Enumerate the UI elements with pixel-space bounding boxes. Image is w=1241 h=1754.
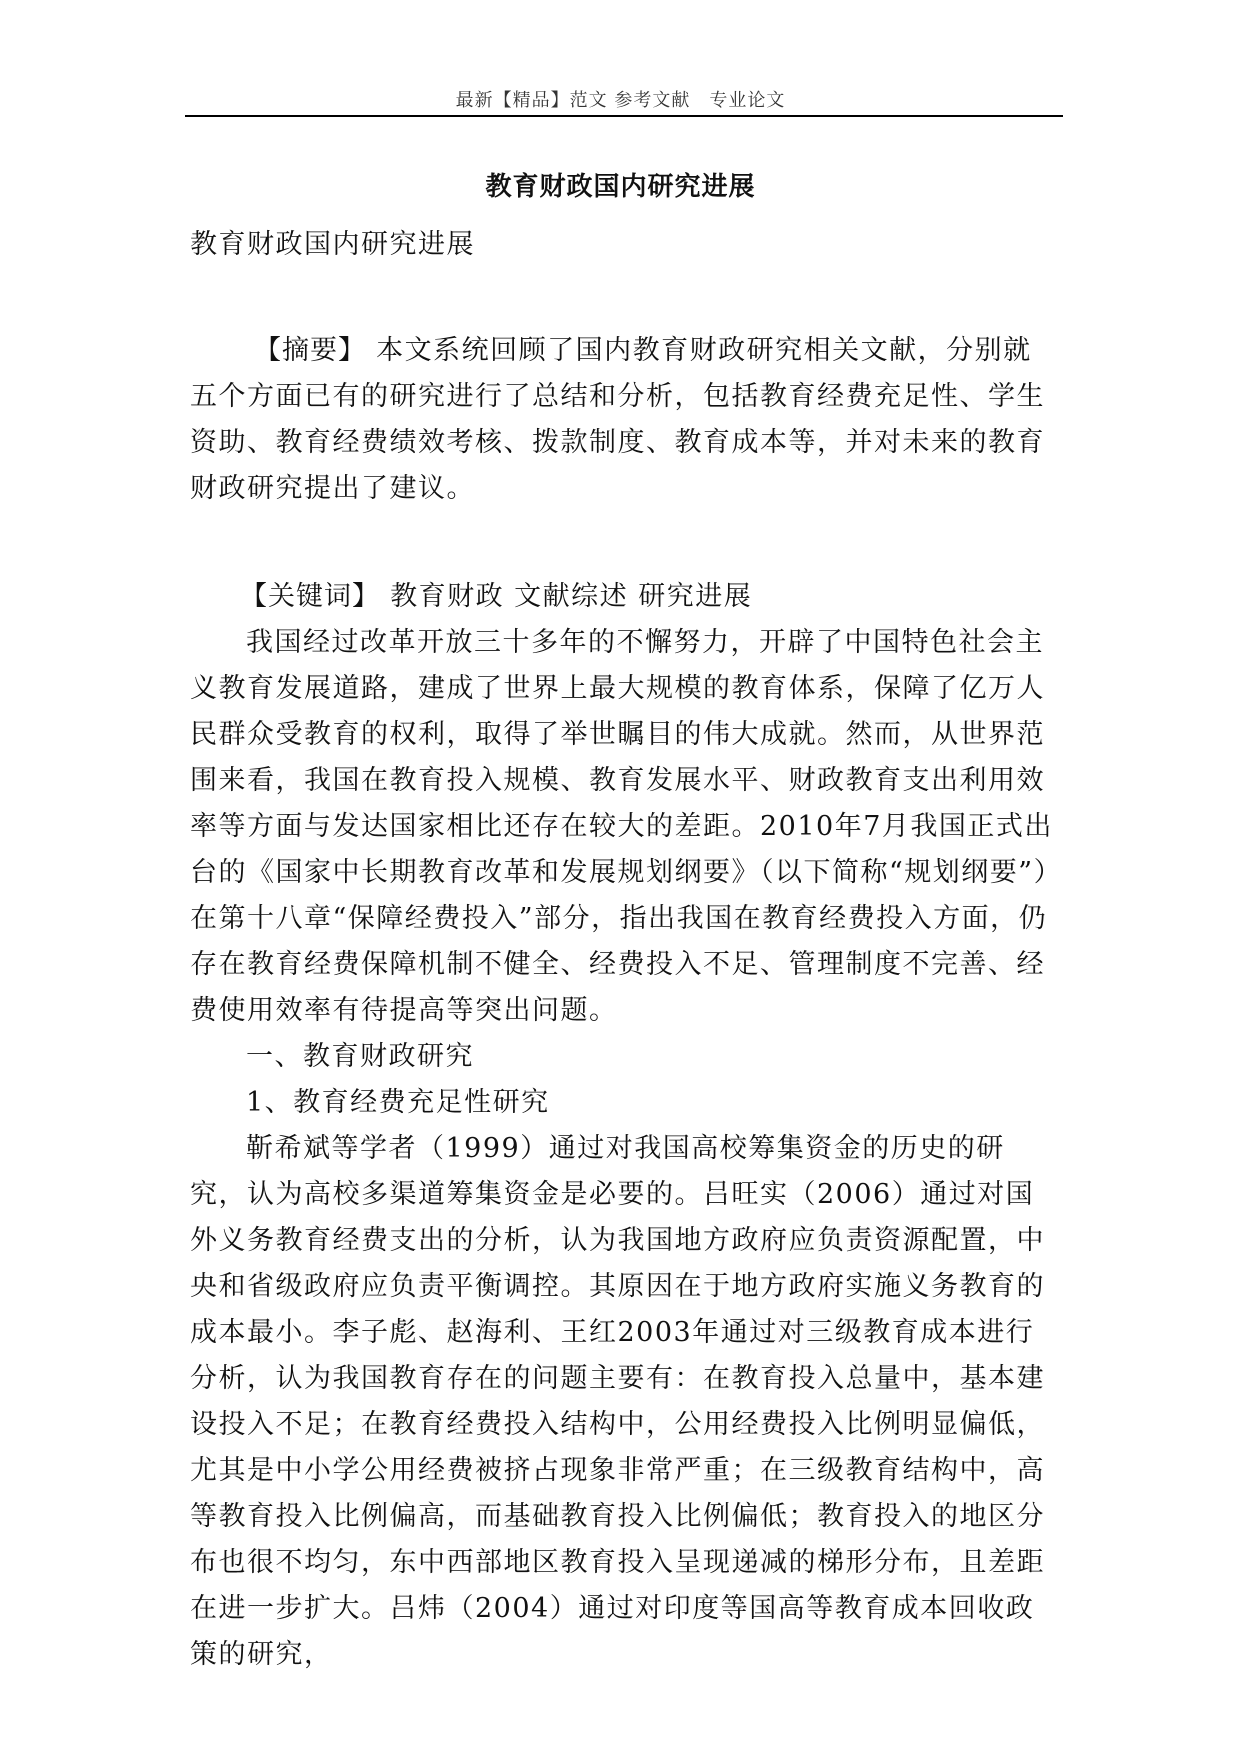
- running-header: 最新【精品】范文 参考文献 专业论文: [455, 90, 786, 111]
- document-subtitle: 教育财政国内研究进展: [190, 229, 475, 260]
- keywords-label: 【关键词】: [240, 581, 380, 612]
- header-rule: [185, 115, 1063, 117]
- abstract-paragraph: [190, 328, 1060, 512]
- abstract-label: 【摘要】: [254, 335, 366, 366]
- intro-paragraph: 我国经过改革开放三十多年的不懈努力，开辟了中国特色社会主义教育发展道路，建成了世界上最大规模的教育体系，保障了亿万人民群众受教育的权利，取得了举世瞩目的伟大成就。然而，从世界范围来看，我国在教育投入规模、教育发展水平、财政教育支出利用效率等方面与发达国家相比还存在较大的差距。2010年7月我国正式出台的《国家中长期教育改革和发展规划纲要》（以下简称“规划纲要”）在第十八章“保障经费投入”部分，指出我国在教育经费投入方面，仍存在教育经费保障机制不健全、经费投入不足、管理制度不完善、经费使用效率有待提高等突出问题。: [190, 627, 1053, 1026]
- document-body: [190, 222, 1060, 1678]
- spacer: [190, 512, 1060, 574]
- document-title: 教育财政国内研究进展: [485, 172, 756, 202]
- keywords-text: 教育财政 文献综述 研究进展: [380, 581, 753, 612]
- spacer: [190, 268, 1060, 328]
- keywords-paragraph: [190, 574, 1060, 620]
- subsection-heading: 1、教育经费充足性研究: [246, 1087, 550, 1118]
- abstract-text: 本文系统回顾了国内教育财政研究相关文献，分别就五个方面已有的研究进行了总结和分析，包括教育经费充足性、学生资助、教育经费绩效考核、拨款制度、教育成本等，并对未来的教育财政研究提出了建议。: [190, 335, 1045, 504]
- section-heading: 一、教育财政研究: [246, 1041, 474, 1072]
- adequacy-paragraph: 靳希斌等学者（1999）通过对我国高校筹集资金的历史的研究，认为高校多渠道筹集资金是必要的。吕旺实（2006）通过对国外义务教育经费支出的分析，认为我国地方政府应负责资源配置，中央和省级政府应负责平衡调控。其原因在于地方政府实施义务教育的成本最小。李子彪、赵海利、王红2003年通过对三级教育成本进行分析，认为我国教育存在的问题主要有：在教育投入总量中，基本建设投入不足；在教育经费投入结构中，公用经费投入比例明显偏低，尤其是中小学公用经费被挤占现象非常严重；在三级教育结构中，高等教育投入比例偏高，而基础教育投入比例偏低；教育投入的地区分布也很不均匀，东中西部地区教育投入呈现递减的梯形分布，且差距在进一步扩大。吕炜（2004）通过对印度等国高等教育成本回收政策的研究，: [190, 1133, 1045, 1670]
